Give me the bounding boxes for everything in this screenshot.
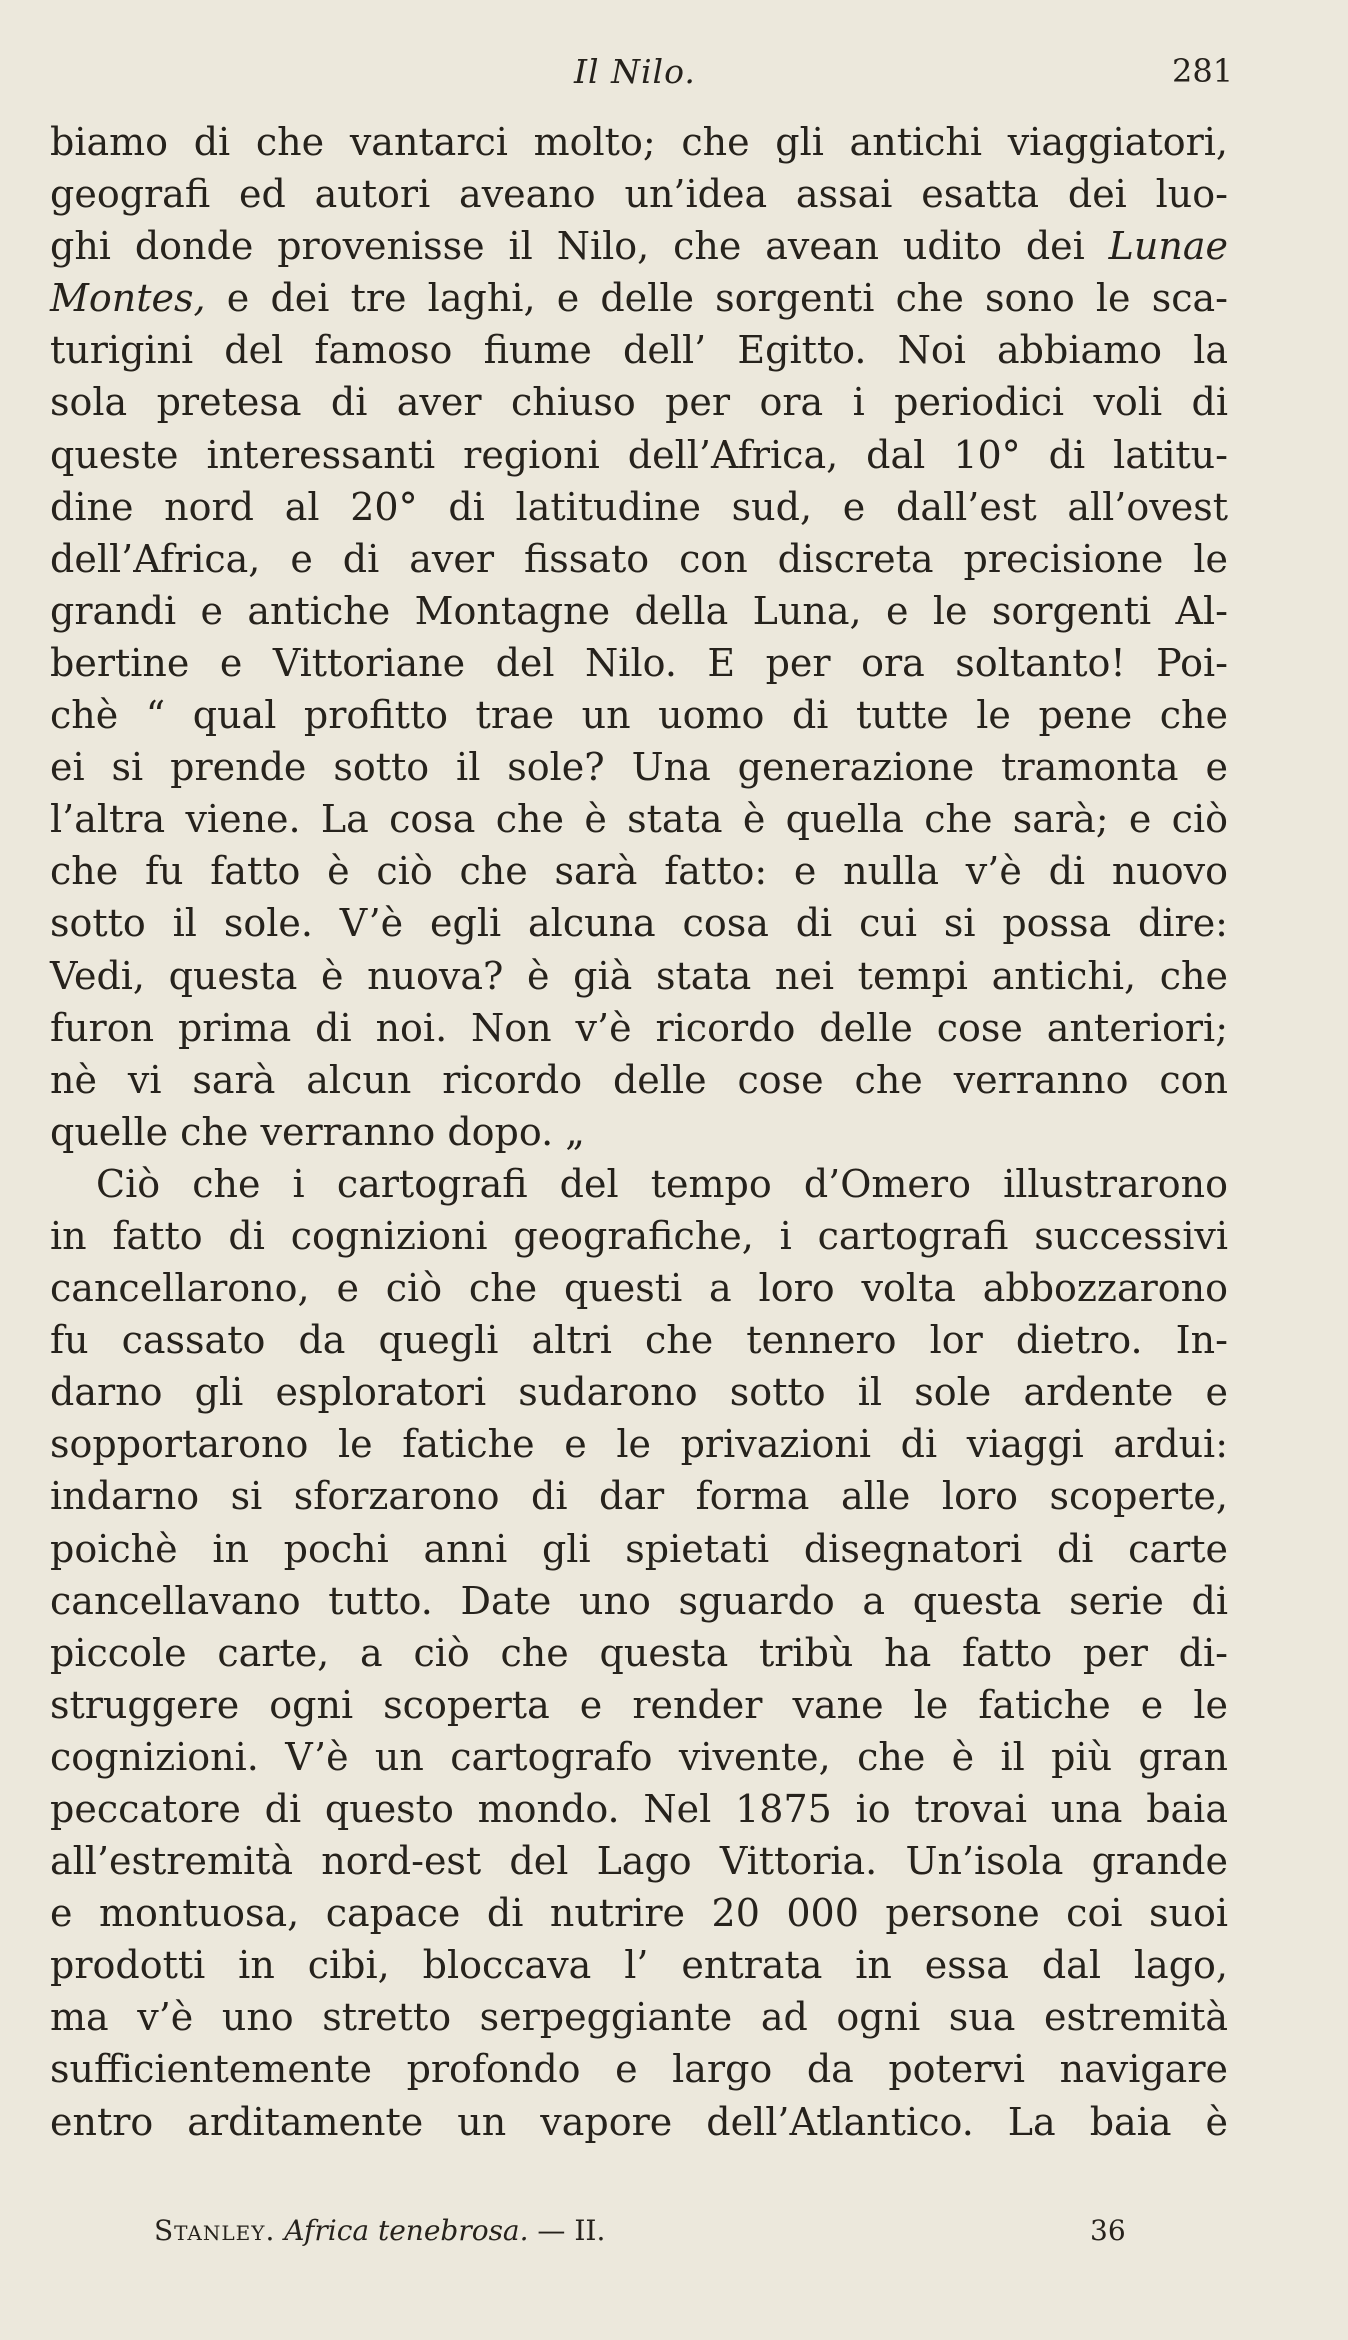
text-line: struggere ogni scoperta e render vane le fatiche e le	[50, 1682, 1228, 1727]
text-line: piccole carte, a ciò che questa tribù ha fatto per di-	[50, 1630, 1228, 1675]
text-line-part: e dei tre laghi, e delle sorgenti che sono le sca-	[205, 276, 1228, 321]
text-line: sotto il sole. V’è egli alcuna cosa di cui si possa dire:	[50, 901, 1228, 946]
text-line: poichè in pochi anni gli spietati disegnatori di carte	[50, 1526, 1228, 1571]
footer-signature	[154, 2214, 605, 2247]
text-line: dell’Africa, e di aver fissato con discreta precisione le	[50, 536, 1228, 581]
running-title: Il Nilo.	[574, 52, 696, 91]
text-line: sopportarono le fatiche e le privazioni di viaggi ardui:	[50, 1422, 1228, 1467]
text-line: entro arditamente un vapore dell’Atlantico. La baia è	[50, 2099, 1228, 2144]
text-line: peccatore di questo mondo. Nel 1875 io trovai una baia	[50, 1787, 1228, 1831]
text-line: prodotti in cibi, bloccava l’ entrata in essa dal lago,	[50, 1943, 1228, 1988]
text-line: all’estremità nord-est del Lago Vittoria. Un’isola grande	[50, 1839, 1228, 1884]
text-line: indarno si sforzarono di dar forma alle loro scoperte,	[50, 1474, 1228, 1519]
text-line: queste interessanti regioni dell’Africa, dal 10° di latitu-	[50, 432, 1228, 477]
text-line-part: ghi donde provenisse il Nilo, che avean udito dei	[50, 224, 1109, 269]
text-line: furon prima di noi. Non v’è ricordo delle cose anteriori;	[50, 1005, 1228, 1050]
text-line: geografi ed autori aveano un’idea assai esatta dei luo-	[50, 172, 1228, 217]
signature-mark: 36	[1090, 2214, 1126, 2247]
text-line: e montuosa, capace di nutrire 20 000 persone coi suoi	[50, 1891, 1228, 1936]
text-line: ei si prende sotto il sole? Una generazione tramonta e	[50, 745, 1228, 790]
text-line: chè “ qual profitto trae un uomo di tutte le pene che	[50, 693, 1228, 738]
text-line	[50, 272, 1228, 324]
text-line: dine nord al 20° di latitudine sud, e dall’est all’ovest	[50, 484, 1228, 529]
text-line: Vedi, questa è nuova? è già stata nei tempi antichi, che	[50, 953, 1228, 998]
text-line: bertine e Vittoriane del Nilo. E per ora soltanto! Poi-	[50, 640, 1228, 685]
footer-title: Africa tenebrosa.	[284, 2214, 529, 2247]
text-line: grandi e antiche Montagne della Luna, e le sorgenti Al-	[50, 588, 1228, 633]
text-line: darno gli esploratori sudarono sotto il sole ardente e	[50, 1370, 1228, 1415]
text-line: turigini del famoso fiume dell’ Egitto. Noi abbiamo la	[50, 328, 1228, 373]
footer-volume: — II.	[528, 2214, 606, 2247]
footer-author: Stanley.	[154, 2214, 276, 2247]
text-line: l’altra viene. La cosa che è stata è quella che sarà; e ciò	[50, 797, 1228, 842]
text-line: Ciò che i cartografi del tempo d’Omero illustrarono	[96, 1161, 1228, 1206]
text-line: quelle che verranno dopo. „	[50, 1109, 585, 1154]
text-line: sola pretesa di aver chiuso per ora i periodici voli di	[50, 380, 1228, 425]
body-text	[50, 116, 1228, 2148]
text-line: fu cassato da quegli altri che tennero lor dietro. In-	[50, 1318, 1228, 1363]
text-line: cancellarono, e ciò che questi a loro volta abbozzarono	[50, 1266, 1228, 1311]
page-number: 281	[1172, 52, 1234, 90]
text-line: biamo di che vantarci molto; che gli antichi viaggiatori,	[50, 120, 1228, 164]
text-line: cognizioni. V’è un cartografo vivente, che è il più gran	[50, 1734, 1228, 1779]
text-line: che fu fatto è ciò che sarà fatto: e nulla v’è di nuovo	[50, 849, 1228, 894]
text-line	[50, 220, 1228, 272]
text-line: in fatto di cognizioni geografiche, i cartografi successivi	[50, 1213, 1228, 1258]
text-line: nè vi sarà alcun ricordo delle cose che verranno con	[50, 1057, 1228, 1102]
italic-lunae: Lunae	[1108, 224, 1228, 269]
text-line: sufficientemente profondo e largo da potervi navigare	[50, 2047, 1228, 2092]
running-head	[0, 52, 1348, 92]
italic-montes: Montes,	[50, 276, 206, 321]
text-line: ma v’è uno stretto serpeggiante ad ogni sua estremità	[50, 1995, 1228, 2040]
footer	[0, 2214, 1348, 2254]
text-line: cancellavano tutto. Date uno sguardo a questa serie di	[50, 1578, 1228, 1623]
